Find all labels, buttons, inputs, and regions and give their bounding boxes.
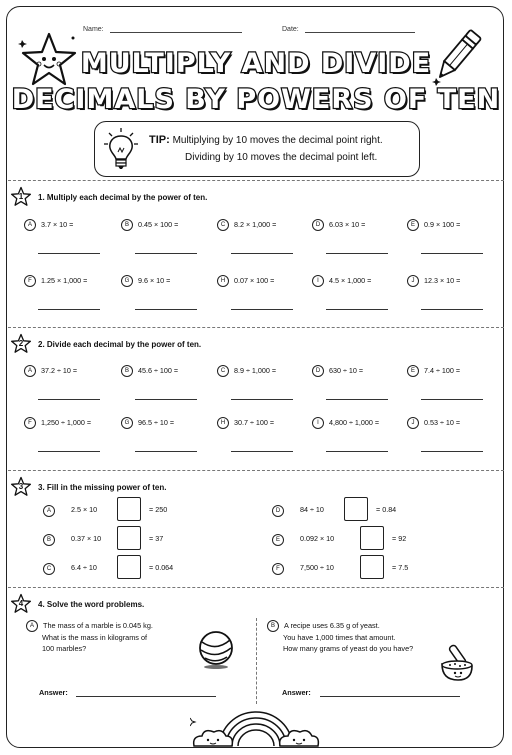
fill-item: [43, 505, 60, 517]
answer-line[interactable]: [326, 309, 388, 310]
problem-expression: 4,800 ÷ 1,000 =: [329, 417, 380, 427]
problem-item: [24, 365, 77, 377]
fill-expression: 2.5 × 10: [71, 505, 98, 514]
name-label: Name:: [83, 26, 104, 33]
answer-line[interactable]: [38, 399, 100, 400]
section-title: 3. Fill in the missing power of ten.: [38, 483, 167, 492]
section-number-star-icon: [10, 186, 32, 208]
date-field[interactable]: [282, 26, 415, 33]
problem-expression: 6.03 × 10 =: [329, 219, 366, 229]
answer-line[interactable]: [38, 451, 100, 452]
problem-letter: J: [407, 275, 419, 287]
problem-letter: E: [407, 365, 419, 377]
problem-letter: J: [407, 417, 419, 429]
problem-letter: H: [217, 417, 229, 429]
problem-expression: 96.5 ÷ 10 =: [138, 417, 175, 427]
answer-line-a[interactable]: [76, 696, 216, 697]
problem-item: [121, 365, 178, 377]
fill-expression: 7,500 ÷ 10: [300, 563, 334, 572]
tip-line-1: TIP: Multiplying by 10 moves the decimal point right.: [149, 134, 383, 146]
section-title: 1. Multiply each decimal by the power of ten.: [38, 193, 208, 202]
problem-expression: 630 ÷ 10 =: [329, 365, 364, 375]
section-number: 2: [18, 339, 24, 348]
fill-expression: 6.4 ÷ 10: [71, 563, 97, 572]
problem-letter: D: [312, 365, 324, 377]
problem-letter: H: [217, 275, 229, 287]
answer-line[interactable]: [135, 451, 197, 452]
section-number: 3: [18, 482, 24, 491]
problem-item: [312, 417, 379, 429]
fill-expression: 0.092 × 10: [300, 534, 335, 543]
problem-expression: 1.25 × 1,000 =: [41, 275, 88, 285]
problem-letter: I: [312, 275, 324, 287]
fill-expression: 0.37 × 10: [71, 534, 102, 543]
answer-line[interactable]: [135, 253, 197, 254]
answer-line[interactable]: [326, 399, 388, 400]
measuring-spoon-icon: [436, 640, 480, 684]
problem-item: [121, 417, 174, 429]
fill-result: = 250: [149, 505, 168, 514]
problem-expression: 7.4 ÷ 100 =: [424, 365, 461, 375]
fill-item: [272, 563, 289, 575]
fill-item: [272, 505, 289, 517]
problem-item: [312, 219, 365, 231]
section-number: 1: [18, 192, 24, 201]
problem-letter: I: [312, 417, 324, 429]
page-title-line-1: MULTIPLY AND DIVIDE: [80, 48, 432, 79]
answer-line[interactable]: [421, 399, 483, 400]
problem-expression: 30.7 ÷ 100 =: [234, 417, 275, 427]
problem-letter: C: [217, 219, 229, 231]
problem-item: [121, 275, 170, 287]
problem-letter: B: [121, 365, 133, 377]
fill-item: [43, 534, 60, 546]
missing-power-box[interactable]: [360, 555, 384, 579]
problem-expression: 0.9 × 100 =: [424, 219, 461, 229]
divider: [8, 180, 504, 181]
problem-item: [312, 365, 363, 377]
date-line: [305, 32, 415, 33]
answer-line[interactable]: [421, 451, 483, 452]
problem-letter: E: [407, 219, 419, 231]
answer-line[interactable]: [421, 309, 483, 310]
marble-icon: [196, 630, 236, 670]
fill-letter: A: [43, 505, 55, 517]
problem-item: [24, 219, 73, 231]
page-title-line-2: DECIMALS BY POWERS OF TEN: [11, 84, 501, 115]
problem-item: [217, 365, 276, 377]
problem-letter: G: [121, 417, 133, 429]
problem-letter: F: [24, 275, 36, 287]
problem-expression: 45.6 ÷ 100 =: [138, 365, 179, 375]
problem-expression: 8.2 × 1,000 =: [234, 219, 277, 229]
divider: [8, 587, 504, 588]
fill-result: = 37: [149, 534, 164, 543]
problem-expression: 37.2 ÷ 10 =: [41, 365, 78, 375]
fill-item: [272, 534, 289, 546]
answer-line[interactable]: [135, 399, 197, 400]
section-number-star-icon: [10, 593, 32, 615]
name-line: [110, 32, 242, 33]
fill-result: = 0.064: [149, 563, 174, 572]
name-field[interactable]: [83, 26, 242, 33]
problem-letter: A: [24, 365, 36, 377]
fill-letter: C: [43, 563, 55, 575]
problem-expression: 8.9 ÷ 1,000 =: [234, 365, 277, 375]
missing-power-box[interactable]: [117, 526, 141, 550]
fill-letter: B: [43, 534, 55, 546]
missing-power-box[interactable]: [117, 555, 141, 579]
problem-letter: F: [24, 417, 36, 429]
section-title: 2. Divide each decimal by the power of ten.: [38, 340, 202, 349]
problem-expression: 9.6 × 10 =: [138, 275, 171, 285]
answer-line[interactable]: [231, 309, 293, 310]
rainbow-clouds-icon: [190, 704, 322, 748]
answer-line[interactable]: [421, 253, 483, 254]
answer-line[interactable]: [38, 309, 100, 310]
problem-item: [407, 365, 460, 377]
problem-item: [217, 275, 274, 287]
problem-letter: B: [121, 219, 133, 231]
fill-result: = 92: [392, 534, 407, 543]
problem-item: [24, 417, 91, 429]
word-problem-b: B A recipe uses 6.35 g of yeast. You have 1,000 times that amount. How many grams of yeast do you have?: [267, 620, 413, 654]
answer-label-b: Answer:: [282, 688, 311, 697]
problem-expression: 4.5 × 1,000 =: [329, 275, 372, 285]
fill-item: [43, 563, 60, 575]
fill-letter: E: [272, 534, 284, 546]
tip-box: [94, 121, 420, 177]
problem-item: [217, 219, 276, 231]
problem-expression: 3.7 × 10 =: [41, 219, 74, 229]
word-problem-a: A The mass of a marble is 0.045 kg. What is the mass in kilograms of 100 marbles?: [26, 620, 153, 654]
missing-power-box[interactable]: [360, 526, 384, 550]
problem-item: [407, 219, 460, 231]
answer-line[interactable]: [38, 253, 100, 254]
tip-label: TIP:: [149, 134, 170, 146]
tip-line-2: Dividing by 10 moves the decimal point left.: [185, 152, 378, 163]
answer-line[interactable]: [231, 253, 293, 254]
date-label: Date:: [282, 26, 299, 33]
section-number: 4: [18, 599, 24, 608]
answer-line[interactable]: [326, 253, 388, 254]
answer-line[interactable]: [231, 399, 293, 400]
section-number-star-icon: [10, 476, 32, 498]
fill-result: = 7.5: [392, 563, 409, 572]
problem-item: [121, 219, 178, 231]
fill-expression: 84 ÷ 10: [300, 505, 324, 514]
missing-power-box[interactable]: [344, 497, 368, 521]
problem-expression: 0.07 × 100 =: [234, 275, 275, 285]
section-number-star-icon: [10, 333, 32, 355]
answer-line[interactable]: [231, 451, 293, 452]
answer-line[interactable]: [326, 451, 388, 452]
answer-line[interactable]: [135, 309, 197, 310]
lightbulb-icon: [103, 126, 139, 172]
problem-expression: 12.3 × 10 =: [424, 275, 461, 285]
problem-item: [217, 417, 274, 429]
missing-power-box[interactable]: [117, 497, 141, 521]
fill-letter: D: [272, 505, 284, 517]
problem-letter: A: [24, 219, 36, 231]
answer-line-b[interactable]: [320, 696, 460, 697]
problem-item: [312, 275, 371, 287]
problem-letter: C: [217, 365, 229, 377]
fill-letter: F: [272, 563, 284, 575]
section-title: 4. Solve the word problems.: [38, 600, 145, 609]
problem-item: [407, 417, 460, 429]
problem-expression: 1,250 ÷ 1,000 =: [41, 417, 92, 427]
divider: [8, 470, 504, 471]
problem-letter: D: [312, 219, 324, 231]
divider: [8, 327, 504, 328]
fill-result: = 0.84: [376, 505, 397, 514]
problem-expression: 0.53 ÷ 10 =: [424, 417, 461, 427]
problem-item: [24, 275, 87, 287]
vertical-divider: [256, 618, 257, 704]
answer-label-a: Answer:: [39, 688, 68, 697]
problem-item: [407, 275, 460, 287]
problem-expression: 0.45 × 100 =: [138, 219, 179, 229]
problem-letter: G: [121, 275, 133, 287]
